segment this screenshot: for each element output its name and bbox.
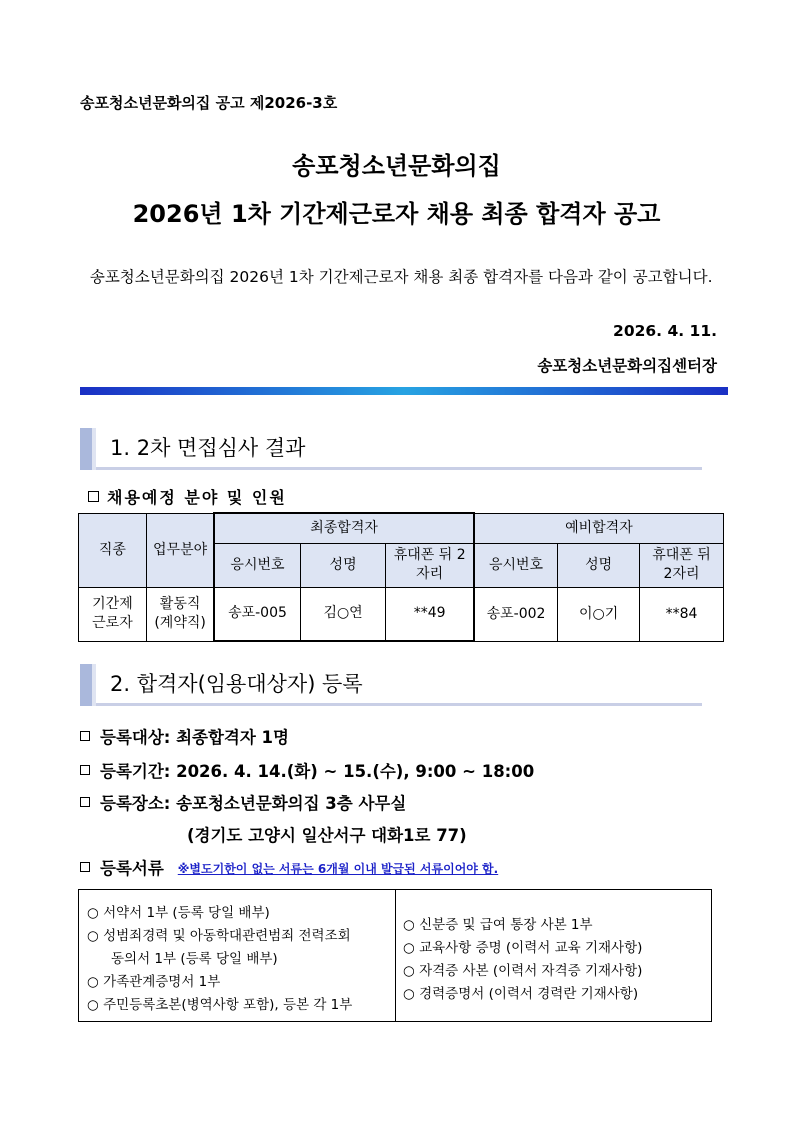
result-table (78, 512, 724, 642)
notice-number: 송포청소년문화의집 공고 제2026-3호 (80, 94, 338, 112)
docs-label: 등록서류 (100, 859, 164, 878)
address-text: (경기도 고양시 일산서구 대화1로 77) (187, 826, 467, 845)
target-text: 등록대상: 최종합격자 1명 (100, 728, 289, 747)
col-phone-header: 휴대폰 뒤 2자리 (386, 543, 474, 587)
cell-reserve-name: 이○기 (558, 587, 640, 641)
doc-item: ○ 교육사항 증명 (이력서 교육 기재사항) (403, 940, 643, 956)
col-exam-no-header: 응시번호 (214, 543, 300, 587)
col-job-header: 직종 (79, 513, 147, 587)
doc-item-continued: 동의서 1부 (등록 당일 배부) (111, 951, 278, 967)
section-2-header (80, 664, 702, 706)
bullet-target (80, 724, 289, 748)
section-accent-bar (80, 428, 92, 470)
doc-item: ○ 경력증명서 (이력서 경력란 기재사항) (403, 986, 639, 1002)
section-2-title: 2. 합격자(임용대상자) 등록 (110, 672, 363, 696)
col-exam-no2-header: 응시번호 (474, 543, 558, 587)
docs-box (78, 889, 712, 1022)
section-accent-bar (80, 664, 92, 706)
docs-note: ※별도기한이 없는 서류는 6개월 이내 발급된 서류이어야 함. (177, 862, 499, 876)
cell-final-phone: **49 (386, 587, 474, 641)
section-accent-bar-light (92, 428, 96, 470)
cell-final-name: 김○연 (300, 587, 386, 641)
doc-item: ○ 서약서 1부 (등록 당일 배부) (87, 905, 270, 921)
cell-job: 기간제 근로자 (79, 587, 147, 641)
doc-item: ○ 주민등록초본(병역사항 포함), 등본 각 1부 (87, 997, 353, 1013)
org-title: 송포청소년문화의집 (292, 152, 501, 180)
cell-reserve-exam-no: 송포-002 (474, 587, 558, 641)
period-text: 등록기간: 2026. 4. 14.(화) ~ 15.(수), 9:00 ~ 18:00 (100, 762, 535, 781)
intro-text: 송포청소년문화의집 2026년 1차 기간제근로자 채용 최종 합격자를 다음과 같이 공고합니다. (89, 268, 713, 286)
col-field-header: 업무분야 (146, 513, 214, 587)
checkbox-icon (80, 765, 90, 775)
bullet-place (80, 790, 406, 814)
notice-date: 2026. 4. 11. (613, 322, 717, 340)
section-1-header (80, 428, 702, 470)
section-accent-bar-light (92, 664, 96, 706)
checkbox-icon (88, 491, 99, 502)
docs-left-list (87, 902, 352, 1017)
col-phone2-header: 휴대폰 뒤 2자리 (640, 543, 724, 587)
doc-item: ○ 가족관계증명서 1부 (87, 974, 221, 990)
gradient-divider (80, 387, 728, 395)
section-underline (96, 703, 702, 706)
sub-heading-text: 채용예정 분야 및 인원 (107, 488, 287, 507)
page-title: 2026년 1차 기간제근로자 채용 최종 합격자 공고 (132, 200, 661, 228)
issuer-name: 송포청소년문화의집센터장 (537, 357, 717, 375)
col-name2-header: 성명 (558, 543, 640, 587)
sub-heading (88, 485, 287, 508)
checkbox-icon (80, 731, 90, 741)
bullet-docs (80, 855, 498, 879)
bullet-period (80, 758, 534, 782)
intro-paragraph (80, 262, 720, 292)
group-reserve-header: 예비합격자 (474, 513, 724, 543)
place-text: 등록장소: 송포청소년문화의집 3층 사무실 (100, 794, 407, 813)
checkbox-icon (80, 797, 90, 807)
doc-item: ○ 성범죄경력 및 아동학대관련범죄 전력조회 (87, 928, 351, 944)
docs-right-list (403, 914, 642, 1006)
group-final-header: 최종합격자 (214, 513, 474, 543)
cell-reserve-phone: **84 (640, 587, 724, 641)
doc-item: ○ 신분증 및 급여 통장 사본 1부 (403, 917, 593, 933)
checkbox-icon (80, 862, 90, 872)
section-underline (96, 467, 702, 470)
section-1-title: 1. 2차 면접심사 결과 (110, 436, 306, 460)
doc-item: ○ 자격증 사본 (이력서 자격증 기재사항) (403, 963, 643, 979)
docs-divider (395, 890, 396, 1021)
cell-final-exam-no: 송포-005 (214, 587, 300, 641)
col-name-header: 성명 (300, 543, 386, 587)
cell-field: 활동직 (계약직) (146, 587, 214, 641)
